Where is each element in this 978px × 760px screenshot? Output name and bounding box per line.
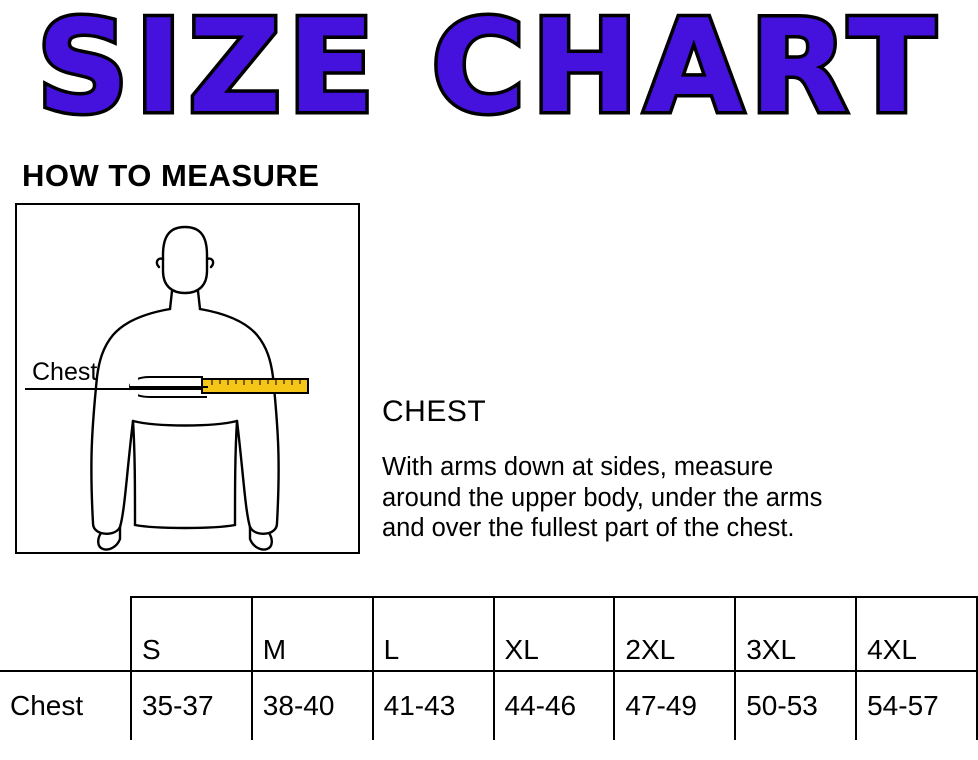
cell-chest-m: 38-40	[252, 671, 373, 740]
description-heading: CHEST	[382, 395, 487, 428]
table-row	[0, 671, 977, 740]
column-header-m: M	[252, 597, 373, 671]
description-body	[382, 452, 978, 544]
column-header-4xl: 4XL	[856, 597, 977, 671]
column-header-xl: XL	[494, 597, 615, 671]
table-corner-cell	[0, 597, 131, 671]
title-banner	[0, 0, 978, 144]
cell-chest-3xl: 50-53	[735, 671, 856, 740]
table-header-row	[0, 597, 977, 671]
how-to-measure-heading: HOW TO MEASURE	[22, 158, 320, 193]
description-line-3: and over the fullest part of the chest.	[382, 514, 795, 542]
page-title: SIZE CHART	[36, 0, 942, 142]
column-header-2xl: 2XL	[614, 597, 735, 671]
cell-chest-s: 35-37	[131, 671, 252, 740]
size-chart-table	[0, 596, 978, 740]
cell-chest-l: 41-43	[373, 671, 494, 740]
column-header-s: S	[131, 597, 252, 671]
row-label-chest: Chest	[0, 671, 131, 740]
cell-chest-4xl: 54-57	[856, 671, 977, 740]
tape-measure	[130, 374, 308, 399]
description-line-1: With arms down at sides, measure	[382, 453, 774, 481]
description-line-2: around the upper body, under the arms	[382, 483, 823, 512]
size-table-wrapper	[0, 596, 978, 740]
cell-chest-xl: 44-46	[494, 671, 615, 740]
column-header-3xl: 3XL	[735, 597, 856, 671]
cell-chest-2xl: 47-49	[614, 671, 735, 740]
column-header-l: L	[373, 597, 494, 671]
chest-measure-label: Chest	[32, 358, 98, 386]
